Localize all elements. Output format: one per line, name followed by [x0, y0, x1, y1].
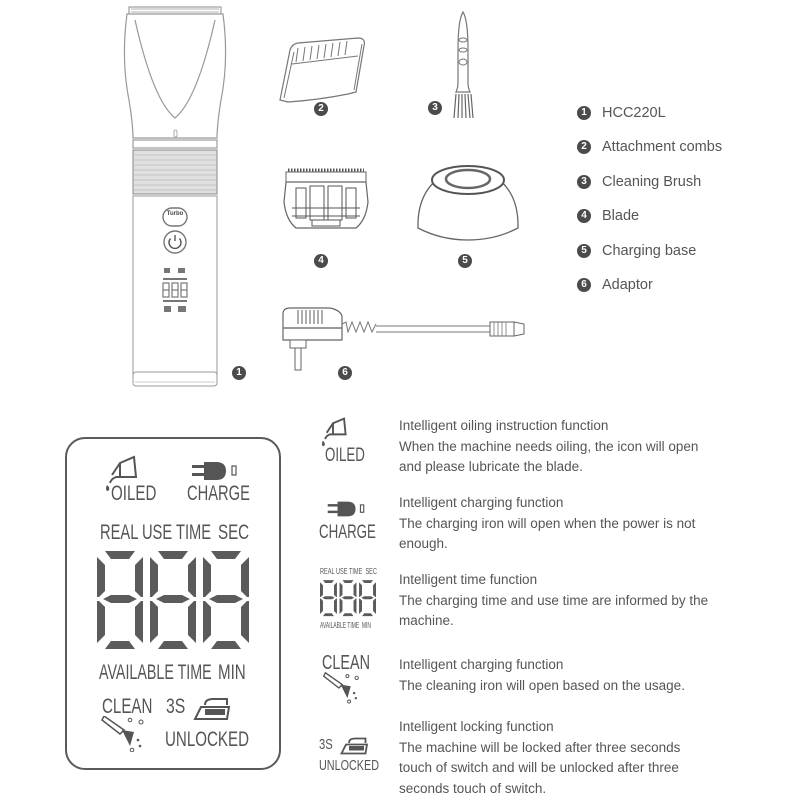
item-number-badge: 2 [577, 140, 591, 154]
legend-label: Attachment combs [602, 139, 723, 155]
item-number-badge: 2 [314, 102, 328, 116]
feature-desc-line: touch of switch and will be unlocked after three [399, 760, 679, 775]
lcd-min-label: MIN [218, 661, 246, 684]
charge-icon-label: CHARGE [319, 522, 376, 543]
oiled-icon [318, 417, 348, 447]
item-number-badge: 5 [577, 244, 591, 258]
feature-desc-line: The charging time and use time are informed by the [399, 592, 709, 608]
item-number-badge: 4 [577, 209, 591, 223]
hair-clipper-illustration [115, 0, 235, 395]
turbo-button-label: Turbo [166, 211, 184, 217]
time-icon-bottom-label: AVAILABLE TIME MIN [320, 621, 372, 630]
charging-base-illustration [415, 160, 521, 246]
feature-locking [399, 717, 779, 799]
lcd-oiled-label: OILED [111, 482, 157, 505]
legend-label: HCC220L [602, 105, 666, 121]
feature-title: Intelligent charging function [399, 657, 564, 672]
feature-cleaning [399, 655, 779, 696]
feature-desc-line: The machine will be locked after three seconds [399, 739, 681, 755]
item-number-badge: 3 [428, 101, 442, 115]
legend-label: Blade [602, 208, 640, 224]
plug-icon [192, 460, 244, 482]
oiled-icon-label: OILED [325, 445, 365, 466]
adaptor-illustration [280, 302, 530, 374]
lock-icon-unlocked-label: UNLOCKED [319, 757, 380, 774]
lock-icon [193, 697, 233, 721]
legend-label: Charging base [602, 243, 697, 259]
lcd-charge-label: CHARGE [187, 482, 250, 505]
item-number-badge: 1 [232, 366, 246, 380]
item-number-badge: 5 [458, 254, 472, 268]
item-number-badge: 6 [338, 366, 352, 380]
blade-illustration [282, 168, 370, 236]
legend-label: Cleaning Brush [602, 174, 702, 190]
feature-desc-line: machine. [399, 613, 454, 628]
lock-icon-3s-label: 3S [319, 736, 333, 753]
feature-charging [399, 493, 779, 555]
feature-desc-line: When the machine needs oiling, the icon will open [399, 438, 699, 454]
lcd-sec-label: SEC [218, 521, 250, 544]
feature-desc-line: enough. [399, 536, 448, 551]
cleaning-brush-illustration [448, 10, 478, 122]
feature-title: Intelligent time function [399, 572, 538, 587]
lock-icon [340, 737, 370, 755]
seven-segment-display [97, 551, 249, 651]
lcd-clean-label: CLEAN [102, 695, 153, 718]
clean-icon-label: CLEAN [322, 652, 371, 674]
lcd-real-use-time-label: REAL USE TIME [100, 521, 212, 544]
item-number-badge: 1 [577, 106, 591, 120]
attachment-comb-illustration [278, 30, 373, 105]
feature-title: Intelligent oiling instruction function [399, 418, 609, 433]
time-icon [320, 580, 376, 617]
item-number-badge: 4 [314, 254, 328, 268]
item-number-badge: 6 [577, 278, 591, 292]
legend-label: Adaptor [602, 277, 653, 293]
lcd-available-time-label: AVAILABLE TIME [99, 661, 212, 684]
feature-title: Intelligent charging function [399, 495, 564, 510]
feature-time [399, 570, 779, 632]
clean-icon [322, 672, 366, 704]
feature-desc-line: seconds touch of switch. [399, 780, 547, 796]
charge-icon [327, 500, 371, 518]
feature-desc-line: and please lubricate the blade. [399, 459, 583, 474]
feature-title: Intelligent locking function [399, 719, 554, 734]
item-number-badge: 3 [577, 175, 591, 189]
lcd-3s-label: 3S [166, 695, 186, 718]
broom-icon [100, 716, 152, 752]
time-icon-top-label: REAL USE TIME SEC [320, 567, 377, 576]
feature-oiling [399, 416, 779, 478]
feature-desc-line: The charging iron will open when the power is not [399, 515, 696, 531]
lcd-unlocked-label: UNLOCKED [165, 728, 250, 751]
feature-desc-line: The cleaning iron will open based on the usage. [399, 677, 685, 693]
